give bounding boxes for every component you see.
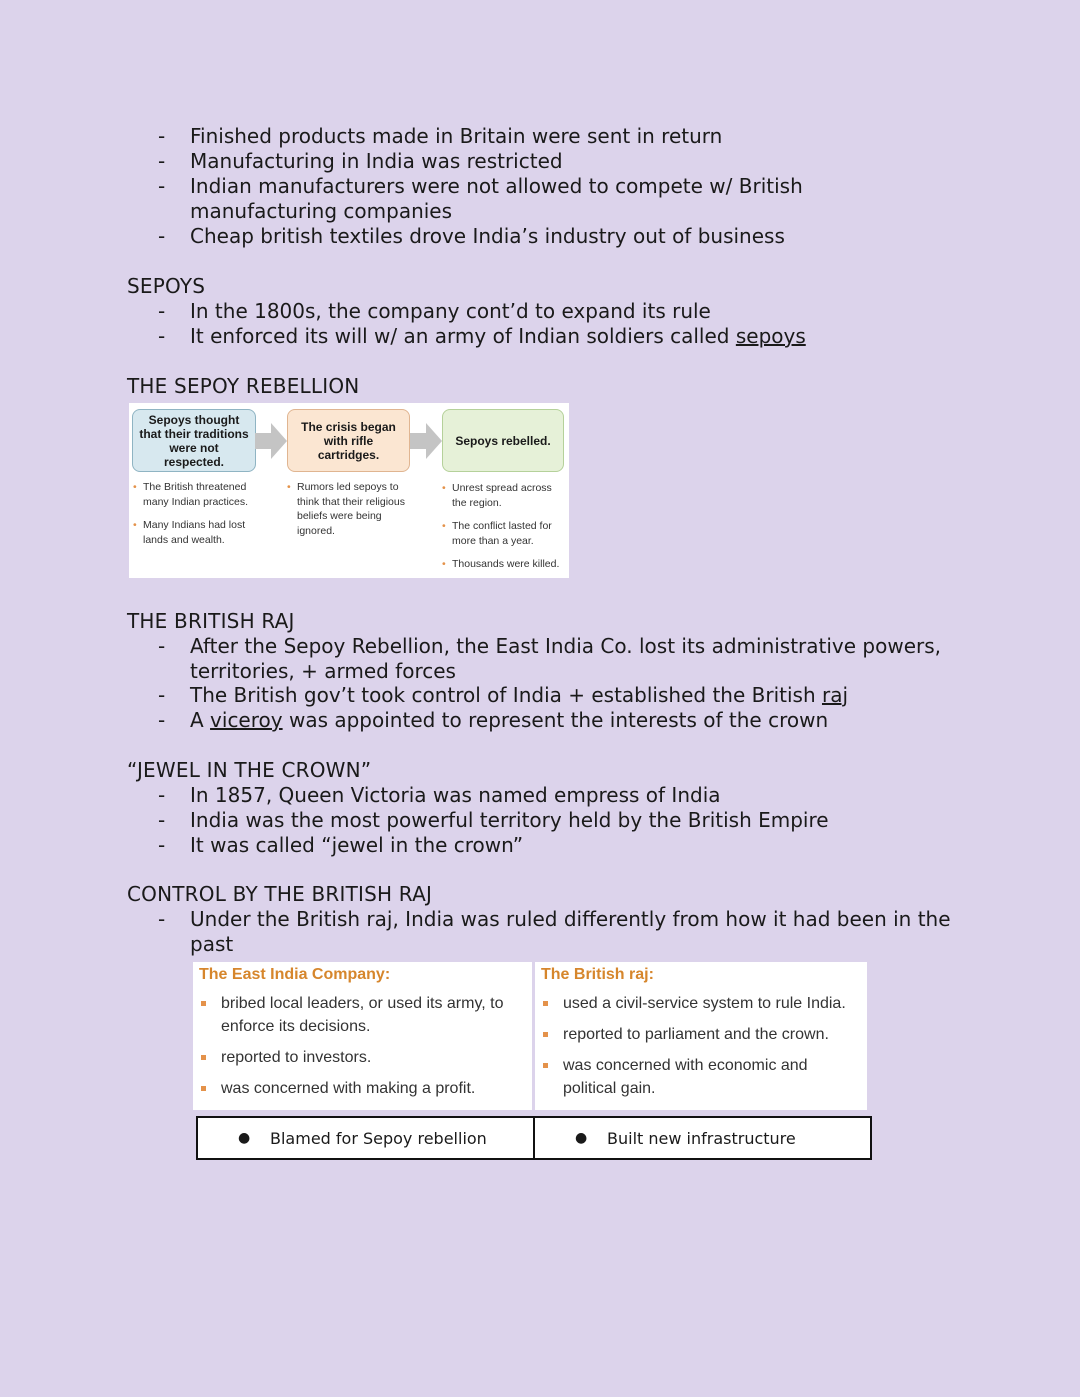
list-item: • The conflict lasted for more than a year. (442, 519, 567, 548)
bullet-text: In 1857, Queen Victoria was named empress of India (190, 783, 721, 807)
list-item (158, 124, 978, 149)
flow-box-crisis: The crisis began with rifle cartridges. (287, 409, 410, 472)
list-item (158, 224, 978, 249)
dash: - (158, 224, 166, 248)
list-item (158, 683, 978, 708)
bullet-text: In the 1800s, the company cont’d to expand its rule (190, 299, 711, 323)
extra-notes-row (196, 1116, 872, 1160)
dash: - (158, 808, 166, 832)
list-item (158, 174, 818, 224)
comparison-column-company (193, 962, 532, 1110)
bullet-text-part: A (190, 708, 211, 732)
list-item (158, 708, 978, 733)
list-item (158, 634, 958, 684)
dash: - (158, 299, 166, 323)
extra-note-raj (533, 1118, 870, 1158)
list-item: bribed local leaders, or used its army, to enforce its decisions. (193, 992, 532, 1038)
list-item: reported to parliament and the crown. (535, 1023, 867, 1046)
bullet-text-part: was appointed to represent the interests of the crown (282, 708, 829, 732)
section-heading-sepoys: SEPOYS (127, 274, 206, 298)
note-text: Blamed for Sepoy rebellion (270, 1128, 487, 1148)
dash: - (158, 907, 166, 931)
flow-details-crisis (287, 480, 412, 547)
bullet-text-part: The British gov’t took control of India + established the British (190, 683, 822, 707)
arrow-right-icon (410, 421, 442, 461)
bullet-text: Indian manufacturers were not allowed to compete w/ British manufacturing companies (190, 174, 803, 223)
dash: - (158, 708, 166, 732)
term-sepoys: sepoys (735, 324, 806, 348)
dash: - (158, 149, 166, 173)
section-heading-control: CONTROL BY THE BRITISH RAJ (127, 882, 433, 906)
bullet-text: It was called “jewel in the crown” (190, 833, 524, 857)
bullet-text (190, 708, 978, 733)
bullet-text-part: It enforced its will w/ an army of Indian soldiers called (190, 324, 736, 348)
list-item (158, 783, 978, 808)
list-item: • Rumors led sepoys to think that their religious beliefs were being ignored. (287, 480, 412, 538)
bullet-text: India was the most powerful territory held by the British Empire (190, 808, 829, 832)
list-item (158, 833, 978, 858)
bullet-text (190, 324, 978, 349)
bullet-text: Cheap british textiles drove India’s industry out of business (190, 224, 785, 248)
dash: - (158, 124, 166, 148)
section-heading-jewel: “JEWEL IN THE CROWN” (127, 758, 372, 782)
comparison-table (193, 962, 867, 1110)
list-item: • Many Indians had lost lands and wealth. (133, 518, 258, 547)
list-item (158, 808, 978, 833)
term-raj: raj (821, 683, 849, 707)
list-item: was concerned with making a profit. (193, 1077, 532, 1100)
list-item: • Thousands were killed. (442, 557, 567, 572)
flow-details-result (442, 481, 567, 581)
section-heading-raj: THE BRITISH RAJ (127, 609, 295, 633)
flow-details-cause (133, 480, 258, 556)
list-item (158, 299, 978, 324)
bullet-dot: ● (238, 1130, 251, 1146)
bullet-text: Manufacturing in India was restricted (190, 149, 563, 173)
column-heading: The East India Company: (199, 966, 391, 983)
flow-box-cause: Sepoys thought that their traditions were not respected. (132, 409, 256, 472)
column-heading: The British raj: (541, 966, 654, 983)
dash: - (158, 783, 166, 807)
dash: - (158, 174, 166, 198)
extra-note-company (198, 1118, 533, 1158)
bullet-dot: ● (575, 1130, 588, 1146)
list-item: was concerned with economic and political gain. (535, 1054, 867, 1100)
list-item (158, 324, 978, 349)
list-item (158, 149, 978, 174)
bullet-text (190, 683, 978, 708)
dash: - (158, 833, 166, 857)
list-item: reported to investors. (193, 1046, 532, 1069)
arrow-right-icon (255, 421, 287, 461)
bullet-text: Finished products made in Britain were sent in return (190, 124, 723, 148)
dash: - (158, 634, 166, 658)
term-viceroy: viceroy (210, 708, 283, 732)
flow-box-result: Sepoys rebelled. (442, 409, 564, 472)
dash: - (158, 683, 166, 707)
list-item (158, 907, 968, 957)
list-item: • The British threatened many Indian practices. (133, 480, 258, 509)
note-text: Built new infrastructure (607, 1128, 796, 1148)
comparison-column-raj (535, 962, 867, 1110)
bullet-text: Under the British raj, India was ruled differently from how it had been in the past (190, 907, 951, 956)
list-item: used a civil-service system to rule India. (535, 992, 867, 1015)
list-item: • Unrest spread across the region. (442, 481, 567, 510)
bullet-text: After the Sepoy Rebellion, the East India Co. lost its administrative powers, territories, + armed forces (190, 634, 942, 683)
section-heading-rebellion: THE SEPOY REBELLION (127, 374, 360, 398)
dash: - (158, 324, 166, 348)
rebellion-flow-diagram (129, 403, 569, 578)
